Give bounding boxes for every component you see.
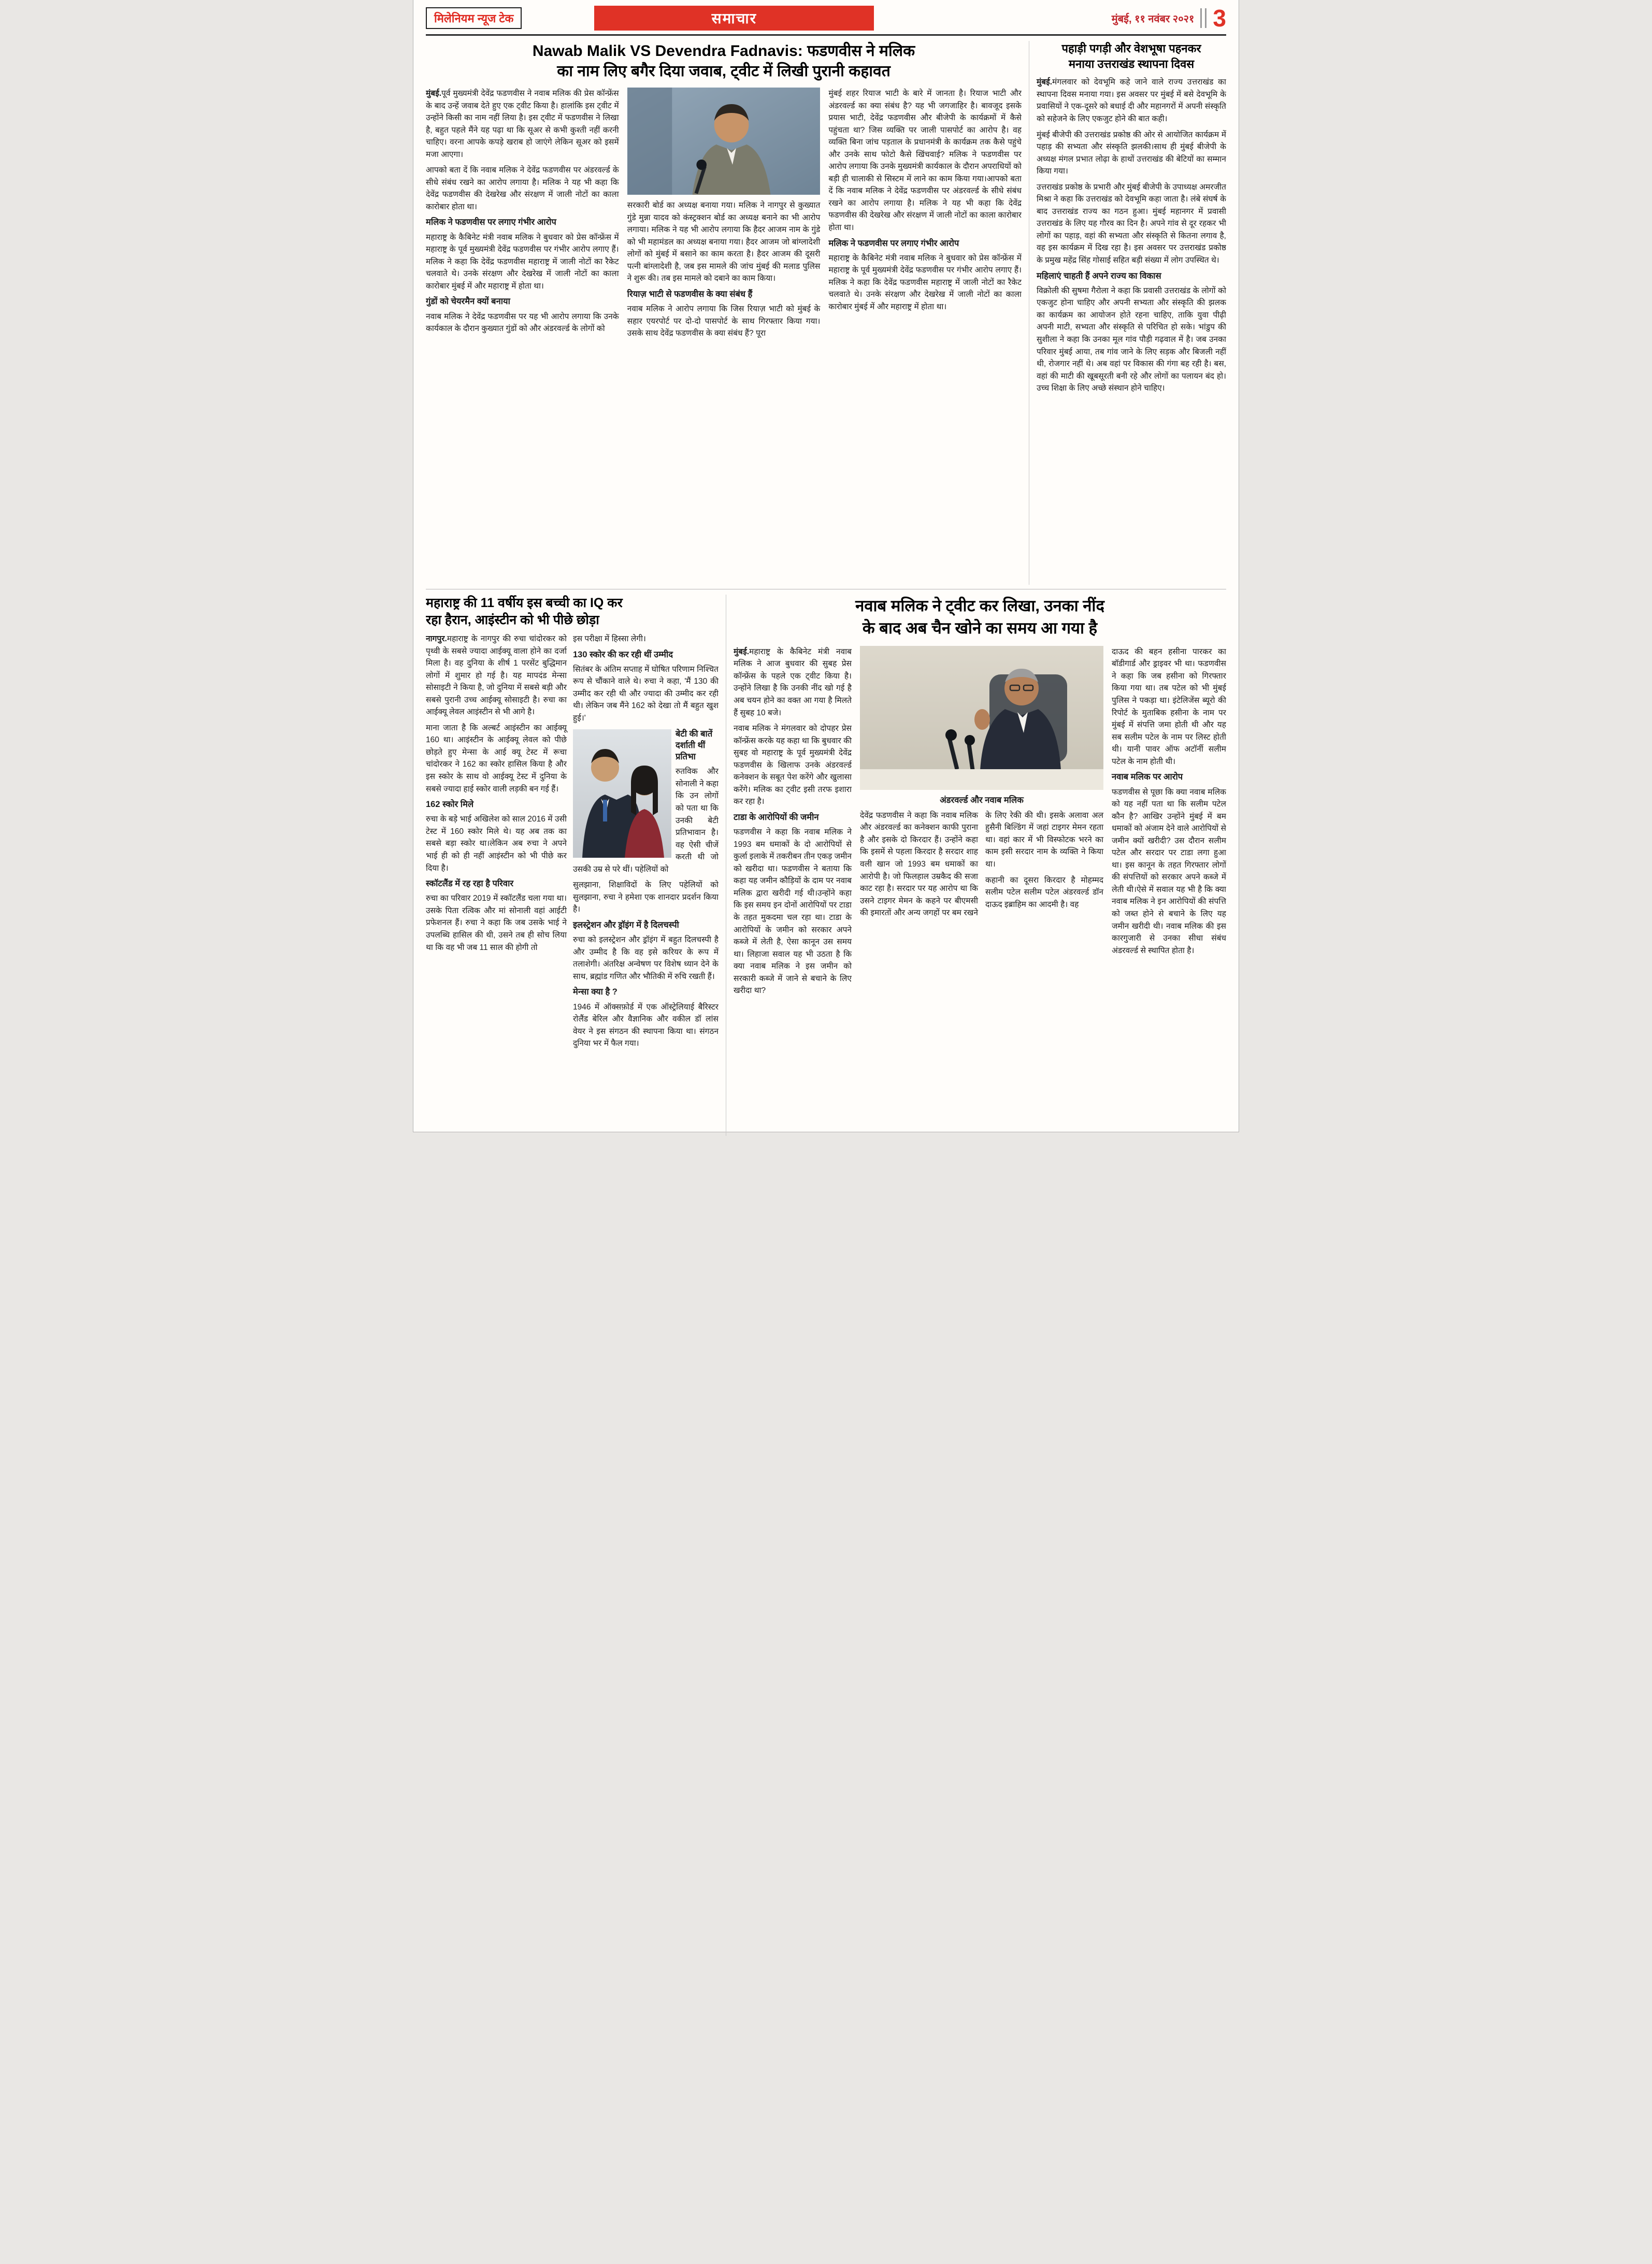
date-block — [1112, 6, 1226, 30]
article-paragraph: मुंबई शहर रियाज भाटी के बारे में जानता है। रियाज भाटी और अंडरवर्ल्ड का क्या संबंध है? यह भी जगजाहिर है। बावजूद इसके प्रयास भाटी, देवेंद्र फडणवीस और बीजेपी के कार्यक्रमों में कैसे पहुंचता था? जिस व्यक्ति पर जाली पासपोर्ट का आरोप है। वह व्यक्ति बिना जांच पड़ताल के प्रधानमंत्री के कार्यक्रम तक कैसे पहुंचे और उनके साथ फोटो कैसे खिंचवाई? मलिक ने फडणवीस पर आरोप लगाया कि उनके मुख्यमंत्री कार्यकाल के दौरान अपराधियों को बड़ी ही चालाकी से सिस्टम में लाने का काम किया गया।आपको बता दें कि नवाब मलिक ने देवेंद्र फडणवीस पर अंडरवर्ल्ड के सीधे संबंध रखने का आरोप लगाया है। मलिक ने यह भी कहा कि देवेंद्र फडणवीस की देखरेख और संरक्षण में जाली नोटों का काला कारोबार होता था। — [828, 89, 1022, 233]
subhead: टाडा के आरोपियों की जमीन — [734, 812, 819, 822]
subhead: नवाब मलिक पर आरोप — [1112, 772, 1183, 782]
dateline: मुंबई. — [734, 647, 750, 656]
subhead: 130 स्कोर की कर रही थीं उम्मीद — [573, 650, 673, 659]
article-paragraph: मुंबई.पूर्व मुख्यमंत्री देवेंद्र फडणवीस ने नवाब मलिक की प्रेस कॉन्फ्रेंस के बाद उन्हें जवाब देते हुए एक ट्वीट किया है। हालांकि इस ट्वीट में उन्होंने किसी का नाम नहीं लिया है। इस ट्वीट में फडणवीस ने लिखा है, बहुत पहले मैंने यह पढ़ा था कि सूअर से कभी कुश्ती नहीं करनी चाहिए। वरना आपके कपड़े खराब हो जाएंगे लेकिन सूअर को इसमें मजा आएगा। — [426, 89, 619, 159]
subhead: 162 स्कोर मिले — [426, 800, 474, 810]
article1-headline — [426, 41, 1022, 81]
article-paragraph: आपको बता दें कि नवाब मलिक ने देवेंद्र फडणवीस पर अंडरवर्ल्ड के सीधे संबंध रखने का आरोप लगाया है। मलिक ने यह भी कहा कि देवेंद्र फडणवीस की देखरेख और संरक्षण में जाली नोटों का काला कारोबार होता था। — [426, 166, 619, 211]
article-paragraph: महाराष्ट्र के कैबिनेट मंत्री नवाब मलिक ने बुधवार को प्रेस कॉन्फ्रेंस में महाराष्ट्र के पूर्व मुख्यमंत्री देवेंद्र फडणवीस पर गंभीर आरोप लगाए हैं। मलिक ने कहा कि देवेंद्र फडणवीस महाराष्ट्र में जाली नोटों का रैकेट चलवाते थे। उनके संरक्षण और देखरेख में जाली नोटों का काला कारोबार मुंबई में और महाराष्ट्र में होता था। — [426, 233, 619, 291]
article-paragraph: देवेंद्र फडणवीस ने कहा कि नवाब मलिक और अंडरवर्ल्ड का कनेक्शन काफी पुराना है और इसके दो किरदार हैं। उन्होंने कहा कि इसमें से पहला किरदार है सरदार शाह वली खान जो 1993 बम धमाकों का आरोपी है। जो फिलहाल उम्रकैद की सजा काट रहा है। सरदार पर यह आरोप था कि उसने टाइगर मेमन के कहने पर बीएमसी की इमारतों और अन्य जगहों पर बम रखने के लिए रेकी की थी। इसके अलावा अल हुसैनी बिल्डिंग में जहां टाइगर मेमन रहता था। वहां कार में भी विस्फोटक भरने का काम इसी सरदार नाम के व्यक्ति ने किया था। — [860, 811, 1103, 918]
article-paragraph: कहानी का दूसरा किरदार है मोहम्मद सलीम पटेल सलीम पटेल अंडरवर्ल्ड डॉन दाऊद इब्राहिम का आदमी है। वह — [985, 875, 1103, 909]
divider-bars — [1200, 8, 1206, 28]
article-fadnavis-tweet — [426, 41, 1022, 585]
photo-caption: अंडरवर्ल्ड और नवाब मलिक — [940, 795, 1024, 805]
article4-column-4 — [1112, 646, 1226, 1129]
article-uttarakhand-diwas — [1037, 41, 1226, 585]
headline-latin: Nawab Malik VS Devendra Fadnavis: — [532, 42, 803, 60]
subhead: रियाज़ भाटी से फडणवीस के क्या संबंध हैं — [627, 289, 753, 299]
article-paragraph: रुचा का परिवार 2019 में स्कॉटलैंड चला गया था। उसके पिता रत्विक और मां सोनाली वहां आईटी प्रफेशनल हैं। रुचा ने कहा कि जब उसके भाई ने उपलब्धि हासिल की थी, उसने तब ही सोच लिया था कि वह भी जब 11 साल की होगी तो — [426, 894, 567, 952]
article-paragraph: रुतविक और सोनाली ने कहा कि उन लोगों को पता था कि उनकी बेटी प्रतिभावान है। वह ऐसी चीजें करती थी जो उसकी उम्र से परे थीं। पहेलियों को — [573, 767, 719, 874]
article4-middle-block — [860, 646, 1103, 1129]
article-paragraph: सितंबर के अंतिम सप्ताह में घोषित परिणाम निश्चित रूप से चौंकाने वाले थे। रुचा ने कहा, 'मैं 130 की उम्मीद कर रही थी और ज्यादा की उम्मीद कर रही थी। लेकिन जब मैंने 162 को देखा तो मैं बहुत खुश हुई।' — [573, 665, 719, 723]
article4-mid-text — [860, 810, 1103, 919]
article-paragraph: मुंबई बीजेपी की उत्तराखंड प्रकोष्ठ की ओर से आयोजित कार्यक्रम में पहाड़ की सभ्यता और संस्कृति झलकी।साथ ही मुंबई बीजेपी के अध्यक्ष मंगल प्रभात लोढ़ा के हाथों उत्तराखंड की बेटियों का सम्मान किया गया। — [1037, 130, 1226, 176]
article-paragraph: फडणवीस से पूछा कि क्या नवाब मलिक को यह नहीं पता था कि सलीम पटेल कौन है? आखिर उन्होंने मुंबई में बम धमाकों को अंजाम देने वाले आरोपियों से जमीन क्यों खरीदी? उस दौरान सलीम पटेल और सरदार पर टाडा लगा हुआ था। इस कानून के तहत गिरफ्तार लोगों की संपत्तियों को सरकार अपने कब्जे में लेती थी।ऐसे में सवाल यह भी है कि क्या नवाब मलिक ने इन आरोपियों की संपत्ति को जब्त होने से बचाने के लिए यह जमीन खरीदी थी। नवाब मलिक की इस कारगुजारी से उनका सीधा संबंध अंडरवर्ल्ड से स्थापित होता है। — [1112, 787, 1226, 955]
subhead: महिलाएं चाहती हैं अपने राज्य का विकास — [1037, 271, 1161, 281]
top-section — [426, 41, 1226, 585]
article-paragraph: 1946 में ऑक्सफ़ोर्ड में एक ऑस्ट्रेलियाई बैरिस्टर रोलैंड बेरिल और वैज्ञानिक और वकील डॉ लांस वेयर ने इस संगठन की स्थापना किया था। संगठन दुनिया भर में फैल गया। — [573, 1002, 719, 1048]
dateline: मुंबई. — [1037, 78, 1053, 87]
header-rule — [426, 34, 1226, 36]
article1-column-2 — [627, 88, 821, 582]
article-iq-girl — [426, 595, 719, 1136]
article4-column-1 — [734, 646, 852, 1129]
edition-date: मुंबई, ११ नवंबर २०२१ — [1111, 13, 1195, 25]
fadnavis-photo — [627, 88, 821, 195]
article-paragraph: मुंबई.महाराष्ट्र के कैबिनेट मंत्री नवाब मलिक ने आज बुधवार की सुबह प्रेस कॉन्फ्रेंस के पहले एक ट्वीट किया है। उन्होंने लिखा है कि उनकी नींद खो गई है अब चयन होने का वक्त आ गया है मिलते हैं सुबह 10 बजे। — [734, 647, 852, 717]
page-header — [426, 5, 1226, 31]
nawab-malik-photo — [860, 646, 1103, 790]
article3-column-2 — [573, 633, 719, 1133]
newspaper-page — [413, 0, 1239, 1132]
article2-headline: पहाड़ी पगड़ी और वेशभूषा पहनकर मनाया उत्तराखंड स्थापना दिवस — [1061, 42, 1201, 70]
subhead: स्कॉटलैंड में रह रहा है परिवार — [426, 879, 514, 889]
article-paragraph: महाराष्ट्र के कैबिनेट मंत्री नवाब मलिक ने बुधवार को प्रेस कॉन्फ्रेंस में महाराष्ट्र के पूर्व मुख्यमंत्री देवेंद्र फडणवीस पर गंभीर आरोप लगाए हैं। मलिक ने कहा कि देवेंद्र फडणवीस महाराष्ट्र में जाली नोटों का रैकेट चलवाते थे। उनके संरक्षण और देखरेख में जाली नोटों का काला कारोबार मुंबई में और महाराष्ट्र में होता था। — [828, 253, 1022, 312]
article-paragraph: रुचा के बड़े भाई अखिलेश को साल 2016 में उसी टेस्ट में 160 स्कोर मिले थे। यह अब तक का सबसे बड़ा स्कोर था।लेकिन अब रुचा ने अपने भाई ही को ही नहीं आइंस्टीन को भी पीछे कर दिया है। — [426, 815, 567, 873]
article3-column-1 — [426, 633, 567, 1133]
article4-columns — [734, 646, 1226, 1129]
headline-hindi-1: फडणवीस ने मलिक — [807, 42, 915, 60]
article-paragraph: मुंबई.मंगलवार को देवभूमि कहे जाने वाले राज्य उत्तराखंड का स्थापना दिवस मनाया गया। इस अवसर पर मुंबई में बसे देवभूमि के प्रवासियों ने एक-दूसरे को बधाई दी और महानगरों में अपनी संस्कृति को सहेजने के लिए एकजुट होने की बात कही। — [1037, 78, 1226, 124]
dateline: मुंबई. — [426, 89, 442, 98]
article-paragraph: नवाब मलिक ने मंगलवार को दोपहर प्रेस कॉन्फ्रेंस करके यह कहा था कि बुधवार की सुबह वो महाराष्ट्र के पूर्व मुख्यमंत्री देवेंद्र फडणवीस के खिलाफ उनके अंडरवर्ल्ड कनेक्शन के सबूत पेश करेंगे और खुलासा करेंगे। मलिक का ट्वीट इसी तरफ इशारा कर रहा है। — [734, 724, 852, 806]
article3-headline: महाराष्ट्र की 11 वर्षीय इस बच्ची का IQ कर रहा हैरान, आइंस्टीन को भी पीछे छोड़ा — [426, 596, 623, 627]
newspaper-masthead: मिलेनियम न्यूज टेक — [426, 7, 522, 29]
article-paragraph: नागपुर.महाराष्ट्र के नागपुर की रुचा चांदोरकर को पृथ्वी के सबसे ज्यादा आईक्यू वाला होने का दर्जा मिला है। वह दुनिया के शीर्ष 1 परसेंट बुद्धिमान लोगों में शुमार हो गई है। यह मापदंड मेन्सा सोसाइटी ने किया है, जो दुनिया में सबसे बड़ी और सबसे पुरानी उच्च आईक्यू सोसाइटी है। रुचा का आईक्यू लेवल आइंस्टीन से भी आगे है। — [426, 635, 567, 717]
article-paragraph: नवाब मलिक ने देवेंद्र फडणवीस पर यह भी आरोप लगाया कि उनके कार्यकाल के दौरान कुख्यात गुंडों को और अंडरवर्ल्ड के लोगों को — [426, 312, 619, 334]
article4-headline: नवाब मलिक ने ट्वीट कर लिखा, उनका नींद के बाद अब चैन खोने का समय आ गया है — [855, 597, 1104, 638]
bottom-section — [426, 595, 1226, 1136]
article-paragraph: दाऊद की बहन हसीना पारकर का बॉडीगार्ड और ड्राइवर भी था। फडणवीस ने कहा कि जब हसीना को गिरफ्तार किया गया था। तब पटेल को भी मुंबई पुलिस ने पकड़ा था। इंटेलिजेंस ब्यूरो की रिपोर्ट के मुताबिक हसीना के नाम पर मुंबई में संपत्ति जमा होती थी और यह सब सलीम पटेल के नाम पर लिस्ट होती थी। यानी पावर ऑफ अटॉर्नी सलीम पटेल के नाम होती थी। — [1112, 647, 1226, 766]
article-malik-tweet — [734, 595, 1226, 1136]
article-paragraph: सरकारी बोर्ड का अध्यक्ष बनाया गया। मलिक ने नागपुर से कुख्यात गुंडे मुन्ना यादव को कंस्ट्रक्शन बोर्ड का अध्यक्ष बनाने का भी आरोप लगाया। मलिक ने यह भी आरोप लगाया कि हैदर आजम नाम के गुंडे को भी महामंडल का अध्यक्ष बनाया गया। हैदर आजम जो बांग्लादेशी लोगों को मुंबई में बसाने का काम करता है। हैदर आजम की दूसरी पत्नी बांग्लादेशी है, जब इस मामले की जांच मुंबई की मलाड पुलिस ने शुरू की। तब इस मामले को दबाने का काम किया। — [627, 201, 821, 283]
article-paragraph: इस परीक्षा में हिस्सा लेगी। — [573, 635, 646, 643]
subhead: मलिक ने फडणवीस पर लगाए गंभीर आरोप — [828, 238, 959, 248]
section-banner: समाचार — [594, 6, 874, 31]
article-paragraph: रुचा को इलस्ट्रेशन और ड्रॉइंग में बहुत दिलचस्पी है और उम्मीद है कि वह इसे करियर के रूप में तलाशेगी। अंतरिक्ष अन्वेषण पर विशेष ध्यान देने के साथ, ब्रह्मांड गणित और भौतिकी में रुचि रखती हैं। — [573, 935, 719, 981]
article-paragraph: फडणवीस ने कहा कि नवाब मलिक ने 1993 बम धमाकों के दो आरोपियों से कुर्ला इलाके में तकरीबन तीन एकड़ जमीन को खरीदा था। फडणवीस ने बताया कि कहा यह जमीन कौड़ियों के दाम पर नवाब मलिक द्वारा खरीदी गई थी।उन्होंने कहा कि इस समय इन दोनों आरोपियों पर टाडा के तहत मुकदमा चल रहा था। टाडा के आरोपियों के जमीन को सरकार अपने कब्जे में लेती है, ऐसा कानून उस समय था। लिहाजा सवाल यह भी उठता है कि क्या नवाब मलिक ने इस जमीन को सरकारी कब्जे में जाने से बचाने के लिए खरीदा था? — [734, 828, 852, 996]
article-paragraph: सुलझाना, शिक्षाविदों के लिए पहेलियों को सुलझाना, रुचा ने हमेशा एक शानदार प्रदर्शन किया है। — [573, 881, 719, 914]
page-number: 3 — [1213, 5, 1226, 32]
article-paragraph: माना जाता है कि अल्बर्ट आइंस्टीन का आईक्यू 160 था। आइंस्टीन के आईक्यू लेवल को पीछे छोड़ते हुए मेन्सा के आई क्यू टेस्ट में रूचा चांदोरकर ने 162 का स्कोर हासिल किया है और इस स्कोर के साथ वो आईक्यू टेस्ट में दुनिया के सबसे ज्यादा हाई स्कोर वाली लड़की बन गई हैं। — [426, 723, 567, 794]
article1-column-1 — [426, 88, 619, 582]
subhead: मेन्सा क्या है ? — [573, 987, 617, 997]
dateline: नागपुर. — [426, 635, 447, 643]
subhead: गुंडों को चेयरमैन क्यों बनाया — [426, 297, 510, 307]
subhead: इलस्ट्रेशन और ड्रॉइंग में है दिलचस्पी — [573, 920, 679, 930]
rucha-siblings-photo — [573, 729, 671, 858]
article1-column-3 — [828, 88, 1022, 582]
subhead: मलिक ने फडणवीस पर लगाए गंभीर आरोप — [426, 218, 556, 227]
article-paragraph: उत्तराखंड प्रकोष्ठ के प्रभारी और मुंबई बीजेपी के उपाध्यक्ष अमरजीत मिश्रा ने कहा कि उत्तराखंड को देवभूमि कहा जाता है। लंबे संघर्ष के बाद उत्तराखंड राज्य का गठन हुआ। मुंबई महानगर में प्रवासी उत्तराखंड के लिए यह गौरव का दिन है। अपने गांव से दूर रहकर भी लोगों का पहाड़, वहां की सभ्यता और संस्कृति से कितना लगाव है, वह इस कार्यक्रम में दिख रहा है। इस अवसर पर उत्तराखंड प्रकोष्ठ के प्रमुख महेंद्र सिंह गोसाई सहित बड़ी संख्या में लोग उपस्थित थे। — [1037, 182, 1226, 265]
article1-columns — [426, 88, 1022, 582]
article-paragraph: विक्रोली की सुषमा गैरोला ने कहा कि प्रवासी उत्तराखंड के लोगों को एकजुट होना चाहिए और अपनी सभ्यता और संस्कृति की झलक का कार्यक्रम का आयोजन होते रहना चाहिए, ताकि युवा पीढ़ी अपनी माटी, सभ्यता और संस्कृति से परिचित हो सके। भांडुप की सुशीला ने कहा कि उनका मूल गांव पौड़ी गढ़वाल में है। जब उनका परिवार मुंबई आया, तब गांव जाने के लिए सड़क और बिजली नहीं थी, रोजगार नहीं थे। अब वहां पर विकास की गंगा बह रही है। बस, वहां की माटी की खूबसूरती बनी रहे और लोगों का पलायन बंद हो। उच्च शिक्षा के लिए अच्छे संस्थान होने चाहिए। — [1037, 286, 1226, 393]
subhead: बेटी की बातें दर्शाती थीं प्रतिभा — [676, 729, 713, 762]
headline-hindi-2: का नाम लिए बगैर दिया जवाब, ट्वीट में लिखी पुरानी कहावत — [557, 63, 890, 80]
article-paragraph: नवाब मलिक ने आरोप लगाया कि जिस रियाज़ भाटी को मुंबई के सहार एयरपोर्ट पर दो-दो पासपोर्ट के साथ गिरफ्तार किया गया। उसके साथ देवेंद्र फडणवीस के क्या संबंध हैं? पूरा — [627, 305, 821, 338]
article3-columns — [426, 633, 719, 1133]
